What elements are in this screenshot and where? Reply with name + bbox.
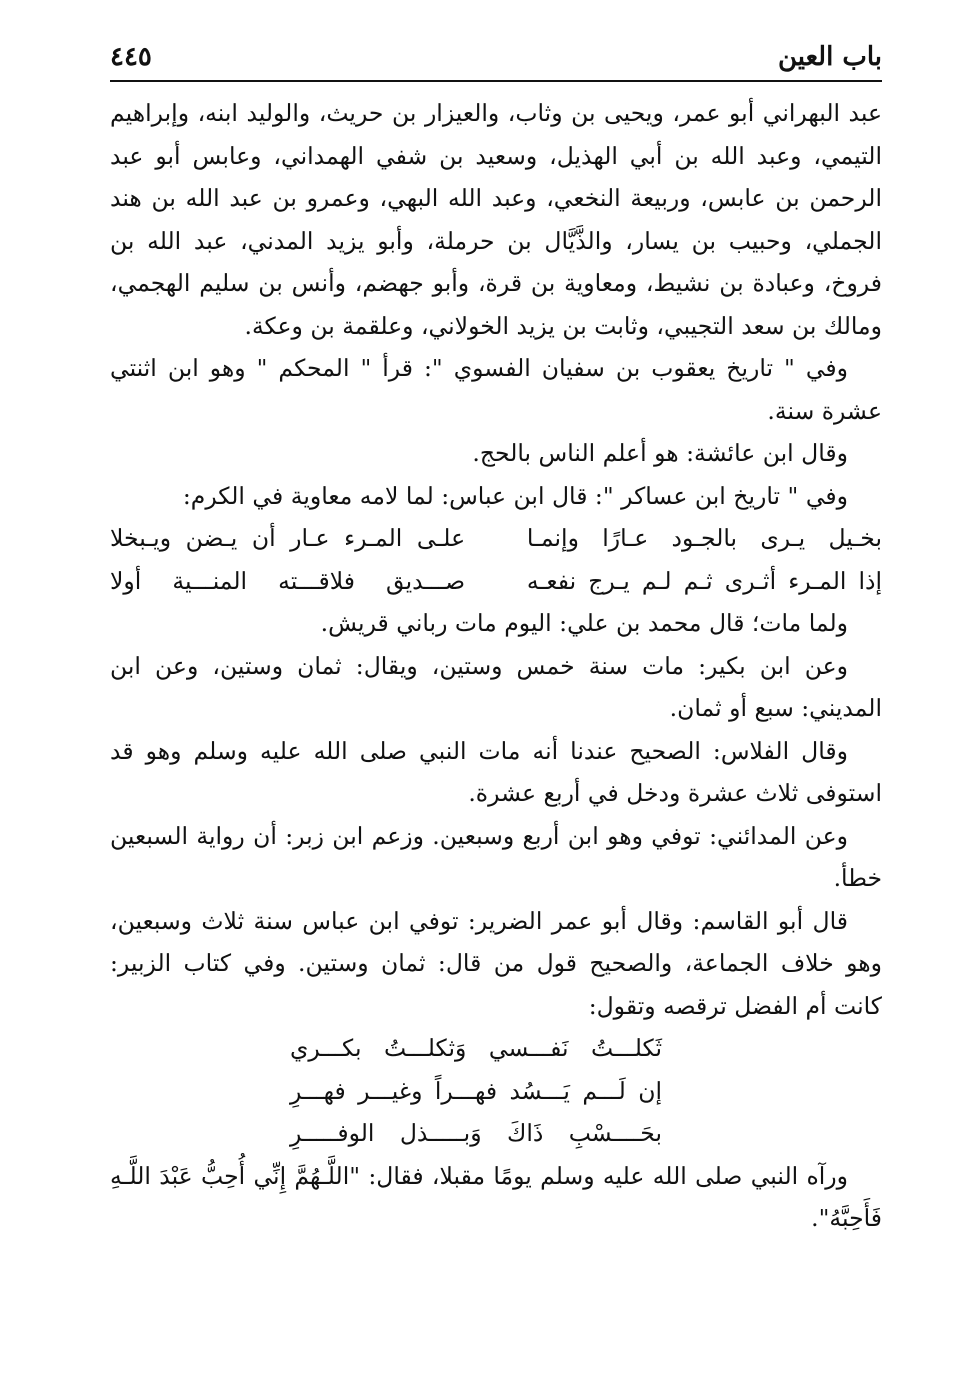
verse-line: بحَــــسْبِ ذَاكَ وَبـــــذل الوفـــــرِ xyxy=(290,1119,662,1147)
closing-paragraph: ورآه النبي صلى الله عليه وسلم يومًا مقبلا، فقال: "اللَّـهُمَّ إِنِّي أُحِبُّ عَبْدَ اللَّـهِ فَأَحِبَّهُ". xyxy=(110,1161,882,1232)
paragraph: وفي " تاريخ ابن عساكر ": قال ابن عباس: لما لامه معاوية في الكرم: xyxy=(182,481,848,510)
page-number: ٤٤٥ xyxy=(110,42,152,72)
paragraph: وفي " تاريخ يعقوب بن سفيان الفسوي ": قرأ " المحكم " وهو ابن اثنتي عشرة سنة. xyxy=(110,354,882,425)
paragraph: وعن المدائني: توفي وهو ابن أربع وسبعين. وزعم ابن زبر: أن رواية السبعين خطأ. xyxy=(110,821,882,892)
paragraph: عبد البهراني أبو عمر، ويحيى بن وثاب، والعيزار بن حريث، والوليد ابنه، وإبراهيم التيمي، وعبد الله بن أبي الهذيل، وسعيد بن شفي الهمداني، وعابس أبو عبد الرحمن بن عابس، وربيعة النخعي، وعبد الله البهي، وعمرو بن عبد الله بن هند الجملي، وحبيب بن يسار، والذَّيَّال بن حرملة، وأبو يزيد المدني، عبد الله بن فروخ، وعبادة بن نشيط، ومعاوية بن قرة، وأبو جهضم، وأنس بن سليم الهجمي، ومالك بن سعد التجيبي، وثابت بن يزيد الخولاني، وعلقمة بن وعكة. xyxy=(110,99,882,340)
paragraph: وقال ابن عائشة: هو أعلم الناس بالحج. xyxy=(472,439,848,467)
page-body xyxy=(110,92,882,1240)
verse-line xyxy=(110,560,882,603)
verse-second-hemistich: علـى المـرء عـار أن يـضن ويـبخلا xyxy=(110,524,466,552)
verse-line: ثَكلـــتُ نَفـــسي وَثكلـــتُ بكـــري xyxy=(290,1034,662,1062)
paragraph: ولما مات؛ قال محمد بن علي: اليوم مات رباني قريش. xyxy=(320,609,848,637)
verse-first-hemistich: إذا المـرء أثـرى ثـم لـم يـرج نفعـه xyxy=(526,566,882,595)
verse-first-hemistich: بخـيل يـرى بالجـود عـارًا وإنمـا xyxy=(526,524,882,552)
verse-line: إن لَـــم يَـــسُد فهـــراً وغيـــر فهـــرِ xyxy=(290,1076,662,1105)
page-header xyxy=(110,40,882,82)
paragraph: وقال الفلاس: الصحيح عندنا أنه مات النبي صلى الله عليه وسلم وهو قد استوفى ثلاث عشرة ودخل في أربع عشرة. xyxy=(110,736,882,807)
paragraph: قال أبو القاسم: وقال أبو عمر الضرير: توفي ابن عباس سنة ثلاث وسبعين، وهو خلاف الجماعة، والصحيح قول من قال: ثمان وستين. وفي كتاب الزبير: كانت أم الفضل ترقصه وتقول: xyxy=(110,906,882,1020)
section-title: باب العين xyxy=(777,42,882,72)
paragraph: وعن ابن بكير: مات سنة خمس وستين، ويقال: ثمان وستين، وعن ابن المديني: سبع أو ثمان. xyxy=(110,651,882,722)
book-page xyxy=(110,40,882,1240)
verse-second-hemistich: صـــديق فلاقـــته المنـــية أولا xyxy=(110,566,466,595)
verse-line xyxy=(110,517,882,560)
